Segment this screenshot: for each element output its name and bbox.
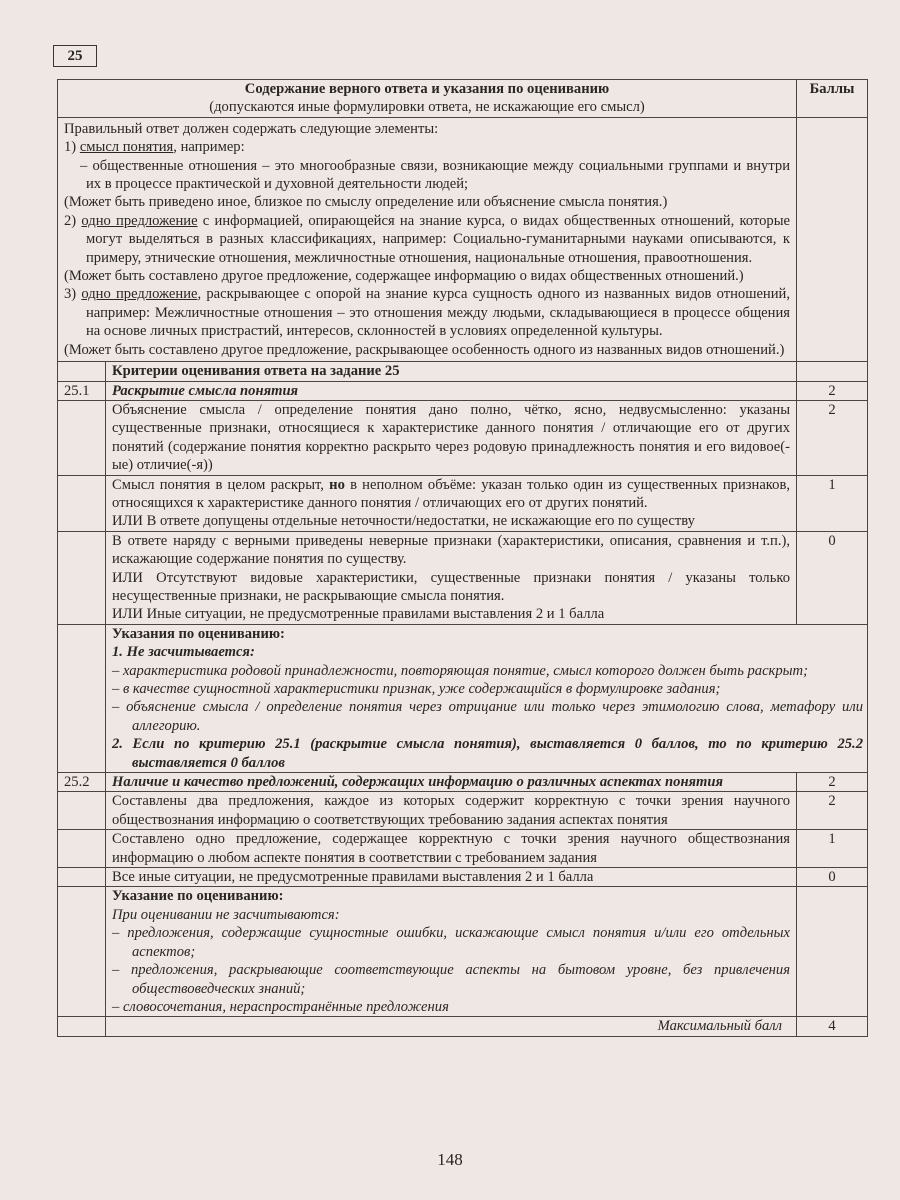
empty-num-cell: [58, 624, 106, 772]
score-level-row: [58, 531, 868, 624]
empty-num-cell: [58, 1017, 106, 1036]
item-key-phrase: одно предложение: [81, 286, 198, 303]
answer-content-row: [58, 117, 868, 361]
answer-item-2: [64, 212, 790, 267]
guidance-bullet: – словосочетания, нераспространённые предложения: [112, 998, 449, 1015]
guidance-rule: 2. Если по критерию 25.1 (раскрытие смысла понятия), выставляется 0 баллов, то по критерию 25.2 выставляется 0 баллов: [112, 736, 863, 771]
guidance-cell: [106, 624, 868, 772]
guidance-bullet: – характеристика родовой принадлежности, повторяющая понятие, смысл которого должен быть раскрыт;: [112, 662, 808, 679]
level-text-emphasis: но: [329, 476, 345, 493]
score-level-text: [106, 531, 797, 624]
guidance-bullet: – в качестве сущностной характеристики признак, уже содержащийся в формулировке задания;: [112, 681, 721, 697]
score-level-row: [58, 792, 868, 830]
answer-points-cell: [797, 117, 868, 361]
level-text-alternative: ИЛИ В ответе допущены отдельные неточности/недостатки, не искажающие его по существу: [112, 513, 695, 530]
score-level-points: 1: [797, 830, 868, 868]
criteria-title: Критерии оценивания ответа на задание 25: [106, 362, 797, 381]
page-number: 148: [437, 1150, 463, 1169]
score-level-row: [58, 475, 868, 531]
header-subtitle: (допускаются иные формулировки ответа, не искажающие его смысл): [209, 99, 645, 116]
item-number: 3): [64, 286, 82, 303]
guidance-bullet: – предложения, раскрывающие соответствующие аспекты на бытовом уровне, без привлечения обществоведческих знаний;: [112, 962, 790, 997]
criterion-number: 25.1: [58, 381, 106, 400]
points-header: Баллы: [797, 80, 868, 118]
empty-num-cell: [58, 887, 106, 1017]
criterion-number: 25.2: [58, 773, 106, 792]
answer-intro: Правильный ответ должен содержать следующие элементы:: [64, 120, 439, 137]
answer-item-3-note: (Может быть составлено другое предложение, раскрывающее особенность одного из названных видов отношений.): [64, 341, 785, 358]
guidance-bullet: – предложения, содержащие сущностные ошибки, искажающие смысл понятия и/или его отдельных аспектов;: [112, 925, 790, 960]
item-text: , раскрывающее с опорой на знание курса сущность одного из названных видов отношений, например: Межличностные отношения – это отношения между людьми, складывающиеся в процессе общения на основе личных пристрастий, интересов, склонностей в условиях определенной культуры.: [86, 286, 791, 340]
empty-num-cell: [58, 475, 106, 531]
empty-num-cell: [58, 531, 106, 624]
criterion-name: Раскрытие смысла понятия: [106, 381, 797, 400]
task-number-badge: 25: [53, 45, 97, 67]
score-level-points: 2: [797, 400, 868, 475]
score-level-points: 1: [797, 475, 868, 531]
answer-item-1-example: – общественные отношения – это многообразные связи, возникающие между социальными группами и внутри их в процессе практической и духовной деятельности людей;: [80, 157, 790, 193]
level-text-part: Смысл понятия в целом раскрыт,: [112, 476, 330, 493]
level-text-alternative: ИЛИ Отсутствуют видовые характеристики, существенные признаки понятия / указаны только несущественные признаки, не раскрывающие смысла понятия.: [112, 569, 790, 604]
answer-item-2-note: (Может быть составлено другое предложение, содержащее информацию о видах общественных отношений.): [64, 268, 744, 285]
item-key-phrase: одно предложение: [81, 212, 198, 229]
grading-table: [57, 79, 868, 1037]
item-number: 1): [64, 139, 80, 156]
guidance-title: Указание по оцениванию:: [112, 888, 284, 905]
item-text: с информацией, опирающейся на знание курса, о видах общественных отношений, которые могут выделяться в разных классификациях, например: Социально-гуманитарными науками описываются, к примеру, этнические отношения, межличностные отношения, национальные отношения, правоотношения.: [86, 212, 790, 266]
score-level-text: Составлено одно предложение, содержащее корректную с точки зрения научного обществознания информацию о любом аспекте понятия в соответствии с требованием задания: [106, 830, 797, 868]
item-key-phrase: смысл понятия: [79, 139, 174, 156]
score-level-row: [58, 830, 868, 868]
empty-num-cell: [58, 830, 106, 868]
header-cell: [58, 80, 797, 118]
score-level-text: Объяснение смысла / определение понятия дано полно, чётко, ясно, недвусмысленно: указаны существенные признаки, относящиеся к характеристике данного понятия / отличающие его от других понятий (содержание понятия корректно раскрыто через родовую принадлежность понятия и его видовое(-ые) отличие(-я)): [106, 400, 797, 475]
empty-num-cell: [58, 400, 106, 475]
score-level-row: [58, 400, 868, 475]
guidance-subtitle: При оценивании не засчитываются:: [112, 906, 340, 923]
empty-num-cell: [58, 792, 106, 830]
score-level-points: 2: [797, 792, 868, 830]
guidance-row: [58, 887, 868, 1017]
answer-item-1-note: (Может быть приведено иное, близкое по смыслу определение или объяснение смысла понятия.): [64, 194, 668, 211]
table-header-row: [58, 80, 868, 118]
score-level-text: Составлены два предложения, каждое из которых содержит корректную с точки зрения научного обществознания информацию о соответствующих требованию задания аспектах понятия: [106, 792, 797, 830]
criterion-row: [58, 773, 868, 792]
level-text-alternative: ИЛИ Иные ситуации, не предусмотренные правилами выставления 2 и 1 балла: [112, 606, 605, 623]
criterion-max-points: 2: [797, 381, 868, 400]
guidance-subtitle: 1. Не засчитывается:: [112, 644, 255, 661]
guidance-cell: [106, 887, 797, 1017]
max-score-label: Максимальный балл: [106, 1017, 797, 1036]
score-level-points: 0: [797, 868, 868, 887]
max-score-row: [58, 1017, 868, 1036]
empty-points-cell: [797, 887, 868, 1017]
item-number: 2): [64, 212, 82, 229]
item-text: , например:: [173, 139, 245, 156]
score-level-points: 0: [797, 531, 868, 624]
criterion-max-points: 2: [797, 773, 868, 792]
score-level-row: [58, 868, 868, 887]
level-text-part: в неполном объёме: указан только один из существенных признаков, относящихся к характеристике данного понятия / отличающих его от других понятий.: [112, 476, 790, 511]
criterion-row: [58, 381, 868, 400]
score-level-text: [106, 475, 797, 531]
criterion-name: Наличие и качество предложений, содержащих информацию о различных аспектах понятия: [106, 773, 797, 792]
answer-item-1: [64, 138, 790, 156]
answer-content-cell: [58, 117, 797, 361]
criteria-title-points: [797, 362, 868, 381]
criteria-title-row: [58, 362, 868, 381]
guidance-title: Указания по оцениванию:: [112, 625, 285, 642]
guidance-row: [58, 624, 868, 772]
header-title: Содержание верного ответа и указания по оцениванию: [244, 81, 610, 97]
criteria-title-num: [58, 362, 106, 381]
max-score-value: 4: [797, 1017, 868, 1036]
score-level-text: Все иные ситуации, не предусмотренные правилами выставления 2 и 1 балла: [106, 868, 797, 887]
level-text-part: В ответе наряду с верными приведены неверные признаки (характеристики, описания, сравнения и т.п.), искажающие содержание понятия по существу.: [112, 532, 790, 568]
answer-item-3: [64, 285, 790, 340]
guidance-bullet: – объяснение смысла / определение понятия через отрицание или только через этимологию слова, метафору или аллегорию.: [112, 699, 863, 734]
empty-num-cell: [58, 868, 106, 887]
